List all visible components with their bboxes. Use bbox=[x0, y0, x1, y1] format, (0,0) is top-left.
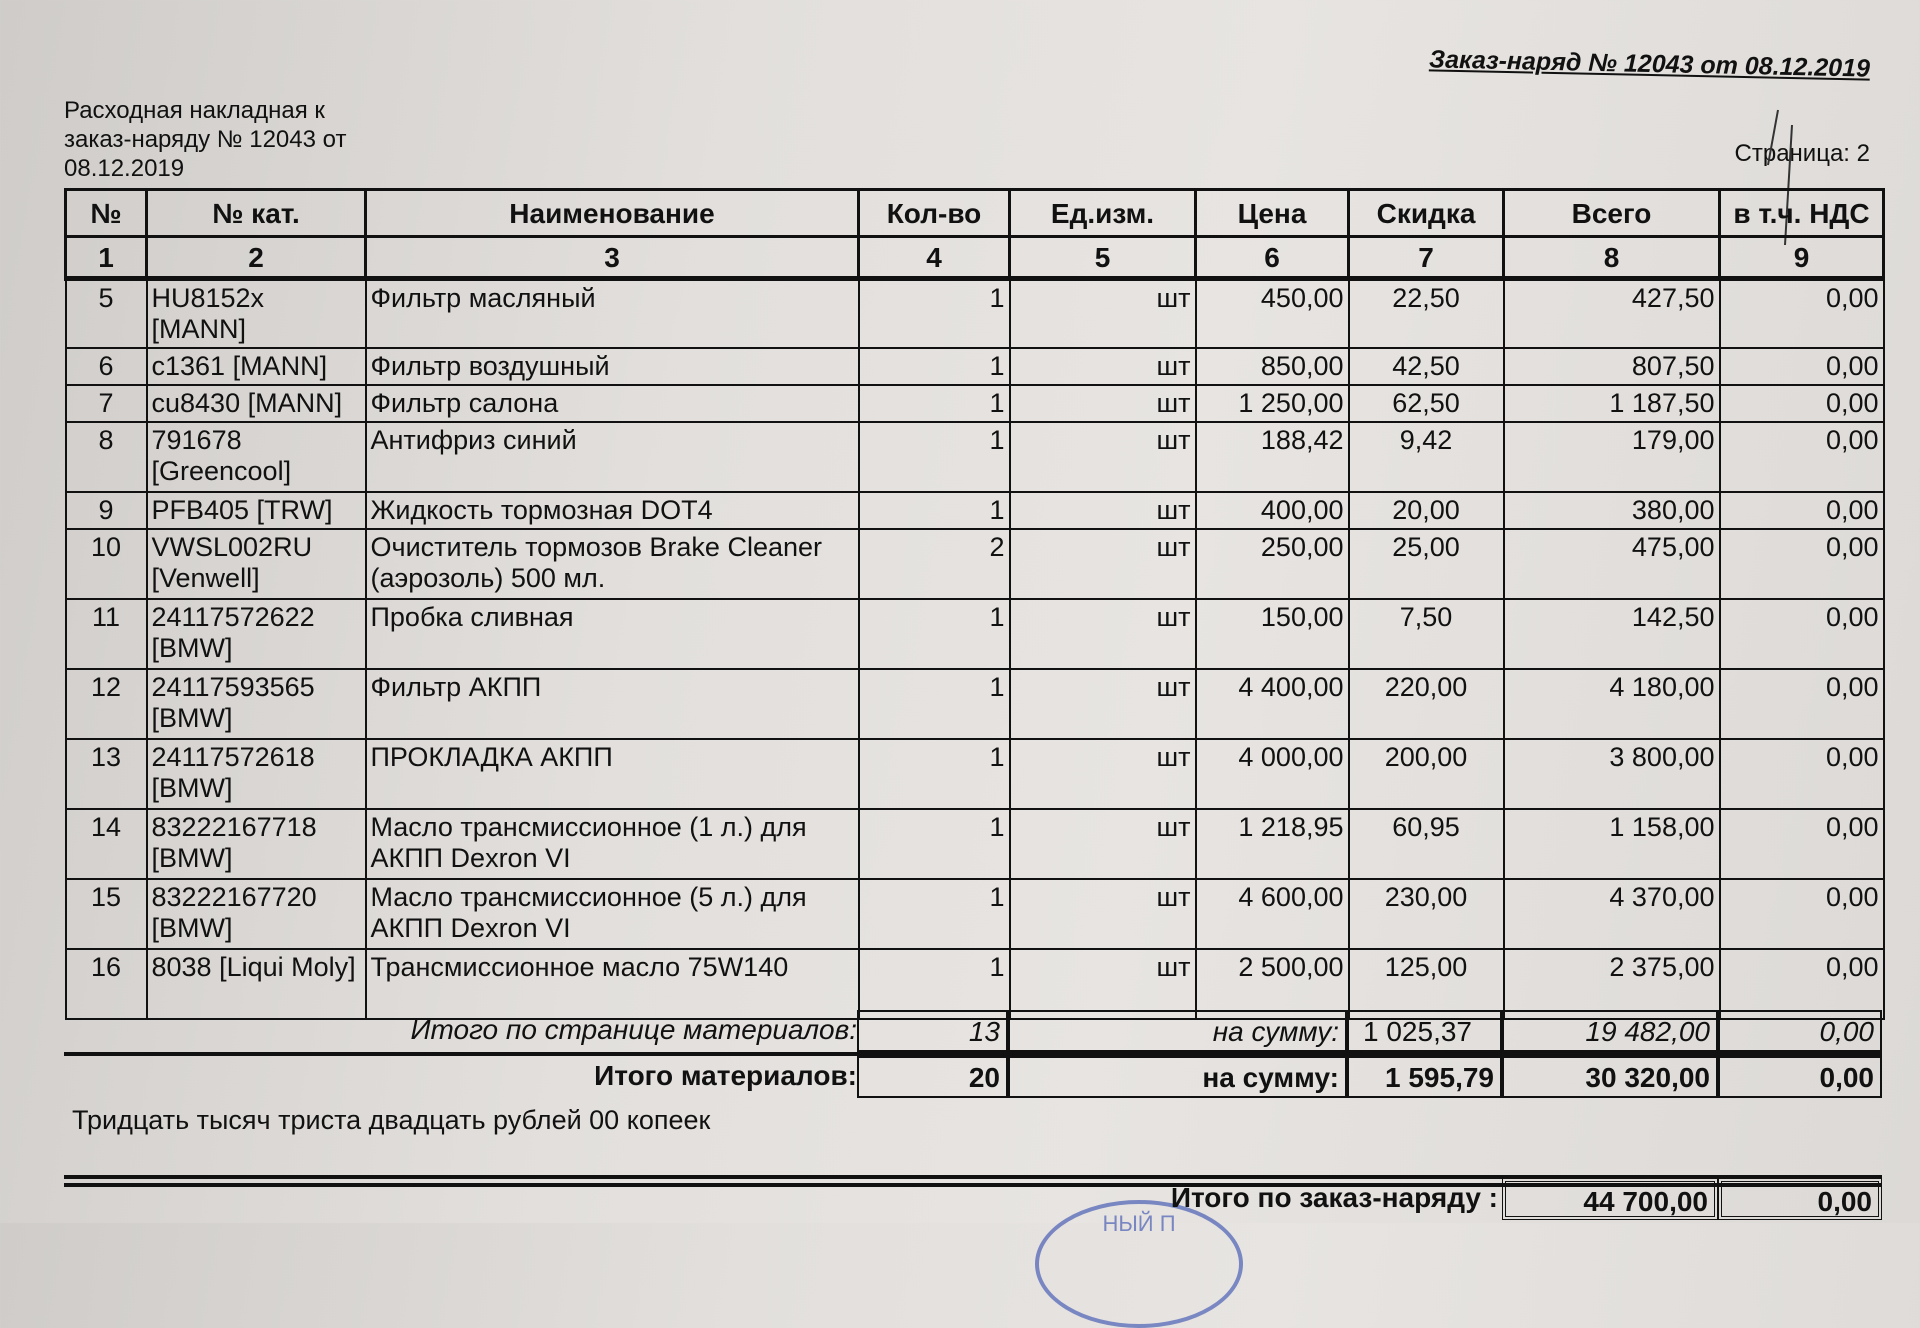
price-cell: 400,00 bbox=[1196, 492, 1349, 529]
vat-cell: 0,00 bbox=[1720, 529, 1884, 599]
unit-cell: шт bbox=[1010, 385, 1196, 422]
item-name-cell: Фильтр салона bbox=[366, 385, 859, 422]
item-name-cell: Трансмиссионное масло 75W140 bbox=[366, 949, 859, 1019]
catalog-number-cell: 83222167720 [BMW] bbox=[147, 879, 366, 949]
column-header-total: Всего bbox=[1504, 190, 1720, 237]
catalog-number-cell: 83222167718 [BMW] bbox=[147, 809, 366, 879]
column-header-catalog-number: № кат. bbox=[147, 190, 366, 237]
vat-cell: 0,00 bbox=[1720, 739, 1884, 809]
vat-cell: 0,00 bbox=[1720, 669, 1884, 739]
unit-cell: шт bbox=[1010, 949, 1196, 1019]
quantity-cell: 1 bbox=[859, 279, 1010, 349]
stamp bbox=[1035, 1200, 1243, 1328]
catalog-number-cell: c1361 [MANN] bbox=[147, 348, 366, 385]
row-number-cell: 14 bbox=[66, 809, 147, 879]
table-row bbox=[66, 809, 1884, 879]
quantity-cell: 1 bbox=[859, 669, 1010, 739]
catalog-number-cell: 24117572622 [BMW] bbox=[147, 599, 366, 669]
table-row bbox=[66, 385, 1884, 422]
order-total-sum: 44 700,00 bbox=[1502, 1178, 1718, 1220]
stamp-text: НЫЙ П bbox=[1102, 1211, 1176, 1236]
discount-cell: 25,00 bbox=[1349, 529, 1504, 599]
column-number: 9 bbox=[1720, 237, 1884, 279]
vat-cell: 0,00 bbox=[1720, 949, 1884, 1019]
vat-cell: 0,00 bbox=[1720, 348, 1884, 385]
column-header-row-number: № bbox=[66, 190, 147, 237]
discount-cell: 7,50 bbox=[1349, 599, 1504, 669]
item-name-cell: Масло трансмиссионное (5 л.) для АКПП Dexron VI bbox=[366, 879, 859, 949]
unit-cell: шт bbox=[1010, 739, 1196, 809]
catalog-number-cell: 24117593565 [BMW] bbox=[147, 669, 366, 739]
table-row bbox=[66, 422, 1884, 492]
item-name-cell: Масло трансмиссионное (1 л.) для АКПП Dexron VI bbox=[366, 809, 859, 879]
item-name-cell: Жидкость тормозная DOT4 bbox=[366, 492, 859, 529]
vat-cell: 0,00 bbox=[1720, 879, 1884, 949]
unit-cell: шт bbox=[1010, 529, 1196, 599]
column-header-quantity: Кол-во bbox=[859, 190, 1010, 237]
total-cell: 4 370,00 bbox=[1504, 879, 1720, 949]
unit-cell: шт bbox=[1010, 492, 1196, 529]
price-cell: 1 250,00 bbox=[1196, 385, 1349, 422]
quantity-cell: 1 bbox=[859, 879, 1010, 949]
total-cell: 1 187,50 bbox=[1504, 385, 1720, 422]
column-number: 1 bbox=[66, 237, 147, 279]
discount-cell: 20,00 bbox=[1349, 492, 1504, 529]
row-number-cell: 9 bbox=[66, 492, 147, 529]
discount-cell: 42,50 bbox=[1349, 348, 1504, 385]
discount-cell: 60,95 bbox=[1349, 809, 1504, 879]
price-cell: 4 000,00 bbox=[1196, 739, 1349, 809]
price-cell: 150,00 bbox=[1196, 599, 1349, 669]
page-total-label: Итого по странице материалов: bbox=[410, 1014, 857, 1045]
materials-total-discount: 1 595,79 bbox=[1347, 1056, 1502, 1098]
catalog-number-cell: VWSL002RU [Venwell] bbox=[147, 529, 366, 599]
catalog-number-cell: PFB405 [TRW] bbox=[147, 492, 366, 529]
row-number-cell: 12 bbox=[66, 669, 147, 739]
row-number-cell: 8 bbox=[66, 422, 147, 492]
column-number: 4 bbox=[859, 237, 1010, 279]
discount-cell: 230,00 bbox=[1349, 879, 1504, 949]
column-number: 5 bbox=[1010, 237, 1196, 279]
quantity-cell: 1 bbox=[859, 348, 1010, 385]
discount-cell: 62,50 bbox=[1349, 385, 1504, 422]
unit-cell: шт bbox=[1010, 879, 1196, 949]
table-row bbox=[66, 279, 1884, 349]
materials-total-sum: 30 320,00 bbox=[1502, 1056, 1718, 1098]
catalog-number-cell: 24117572618 [BMW] bbox=[147, 739, 366, 809]
column-header-discount: Скидка bbox=[1349, 190, 1504, 237]
vat-cell: 0,00 bbox=[1720, 599, 1884, 669]
price-cell: 2 500,00 bbox=[1196, 949, 1349, 1019]
catalog-number-cell: 791678 [Greencool] bbox=[147, 422, 366, 492]
price-cell: 4 400,00 bbox=[1196, 669, 1349, 739]
row-number-cell: 16 bbox=[66, 949, 147, 1019]
page-total-vat: 0,00 bbox=[1718, 1010, 1882, 1052]
discount-cell: 200,00 bbox=[1349, 739, 1504, 809]
row-number-cell: 5 bbox=[66, 279, 147, 349]
column-header-unit: Ед.изм. bbox=[1010, 190, 1196, 237]
materials-total-vat: 0,00 bbox=[1718, 1056, 1882, 1098]
header-row bbox=[66, 190, 1884, 237]
item-name-cell: Очиститель тормозов Brake Cleaner (аэрозоль) 500 мл. bbox=[366, 529, 859, 599]
quantity-cell: 1 bbox=[859, 809, 1010, 879]
vat-cell: 0,00 bbox=[1720, 422, 1884, 492]
items-table bbox=[64, 188, 1885, 1020]
discount-cell: 22,50 bbox=[1349, 279, 1504, 349]
discount-cell: 125,00 bbox=[1349, 949, 1504, 1019]
price-cell: 4 600,00 bbox=[1196, 879, 1349, 949]
discount-cell: 9,42 bbox=[1349, 422, 1504, 492]
page-number: Страница: 2 bbox=[1734, 140, 1870, 167]
quantity-cell: 1 bbox=[859, 949, 1010, 1019]
total-cell: 807,50 bbox=[1504, 348, 1720, 385]
unit-cell: шт bbox=[1010, 809, 1196, 879]
page-total-qty: 13 bbox=[857, 1010, 1008, 1052]
quantity-cell: 1 bbox=[859, 599, 1010, 669]
table-row bbox=[66, 492, 1884, 529]
column-number-row bbox=[66, 237, 1884, 279]
table-row bbox=[66, 348, 1884, 385]
page-total-sum: 19 482,00 bbox=[1502, 1010, 1718, 1052]
unit-cell: шт bbox=[1010, 422, 1196, 492]
price-cell: 188,42 bbox=[1196, 422, 1349, 492]
catalog-number-cell: 8038 [Liqui Moly] bbox=[147, 949, 366, 1019]
column-number: 7 bbox=[1349, 237, 1504, 279]
total-cell: 427,50 bbox=[1504, 279, 1720, 349]
materials-sum-label: на сумму: bbox=[1008, 1056, 1347, 1098]
row-number-cell: 10 bbox=[66, 529, 147, 599]
table-row bbox=[66, 669, 1884, 739]
table-row bbox=[66, 949, 1884, 1019]
price-cell: 250,00 bbox=[1196, 529, 1349, 599]
item-name-cell: Фильтр воздушный bbox=[366, 348, 859, 385]
unit-cell: шт bbox=[1010, 348, 1196, 385]
discount-cell: 220,00 bbox=[1349, 669, 1504, 739]
table-row bbox=[66, 529, 1884, 599]
invoice-title: Расходная накладная к заказ-наряду № 12043 от 08.12.2019 bbox=[64, 97, 347, 182]
vat-cell: 0,00 bbox=[1720, 279, 1884, 349]
total-cell: 2 375,00 bbox=[1504, 949, 1720, 1019]
table-row bbox=[66, 879, 1884, 949]
vat-cell: 0,00 bbox=[1720, 809, 1884, 879]
unit-cell: шт bbox=[1010, 279, 1196, 349]
price-cell: 1 218,95 bbox=[1196, 809, 1349, 879]
total-cell: 4 180,00 bbox=[1504, 669, 1720, 739]
amount-in-words: Тридцать тысяч триста двадцать рублей 00 копеек bbox=[72, 1105, 711, 1135]
row-number-cell: 15 bbox=[66, 879, 147, 949]
price-cell: 850,00 bbox=[1196, 348, 1349, 385]
unit-cell: шт bbox=[1010, 599, 1196, 669]
total-cell: 142,50 bbox=[1504, 599, 1720, 669]
column-number: 6 bbox=[1196, 237, 1349, 279]
total-cell: 380,00 bbox=[1504, 492, 1720, 529]
column-number: 8 bbox=[1504, 237, 1720, 279]
row-number-cell: 13 bbox=[66, 739, 147, 809]
item-name-cell: ПРОКЛАДКА АКПП bbox=[366, 739, 859, 809]
row-number-cell: 7 bbox=[66, 385, 147, 422]
item-name-cell: Фильтр АКПП bbox=[366, 669, 859, 739]
total-cell: 3 800,00 bbox=[1504, 739, 1720, 809]
column-number: 3 bbox=[366, 237, 859, 279]
table-row bbox=[66, 739, 1884, 809]
item-name-cell: Фильтр масляный bbox=[366, 279, 859, 349]
row-number-cell: 11 bbox=[66, 599, 147, 669]
total-cell: 475,00 bbox=[1504, 529, 1720, 599]
order-total-vat: 0,00 bbox=[1718, 1178, 1882, 1220]
table-row bbox=[66, 599, 1884, 669]
order-title: Заказ-наряд № 12043 от 08.12.2019 bbox=[1428, 45, 1871, 83]
page-sum-label: на сумму: bbox=[1008, 1010, 1347, 1052]
unit-cell: шт bbox=[1010, 669, 1196, 739]
column-header-item-name: Наименование bbox=[366, 190, 859, 237]
item-name-cell: Антифриз синий bbox=[366, 422, 859, 492]
quantity-cell: 2 bbox=[859, 529, 1010, 599]
materials-total-label: Итого материалов: bbox=[594, 1060, 857, 1091]
vat-cell: 0,00 bbox=[1720, 492, 1884, 529]
quantity-cell: 1 bbox=[859, 385, 1010, 422]
quantity-cell: 1 bbox=[859, 739, 1010, 809]
quantity-cell: 1 bbox=[859, 492, 1010, 529]
row-number-cell: 6 bbox=[66, 348, 147, 385]
total-cell: 1 158,00 bbox=[1504, 809, 1720, 879]
materials-total-qty: 20 bbox=[857, 1056, 1008, 1098]
catalog-number-cell: cu8430 [MANN] bbox=[147, 385, 366, 422]
column-header-price: Цена bbox=[1196, 190, 1349, 237]
price-cell: 450,00 bbox=[1196, 279, 1349, 349]
order-total-label: Итого по заказ-наряду : bbox=[1170, 1182, 1498, 1213]
item-name-cell: Пробка сливная bbox=[366, 599, 859, 669]
catalog-number-cell: HU8152x [MANN] bbox=[147, 279, 366, 349]
vat-cell: 0,00 bbox=[1720, 385, 1884, 422]
column-header-vat: в т.ч. НДС bbox=[1720, 190, 1884, 237]
total-cell: 179,00 bbox=[1504, 422, 1720, 492]
column-number: 2 bbox=[147, 237, 366, 279]
page-total-discount: 1 025,37 bbox=[1347, 1010, 1502, 1052]
quantity-cell: 1 bbox=[859, 422, 1010, 492]
